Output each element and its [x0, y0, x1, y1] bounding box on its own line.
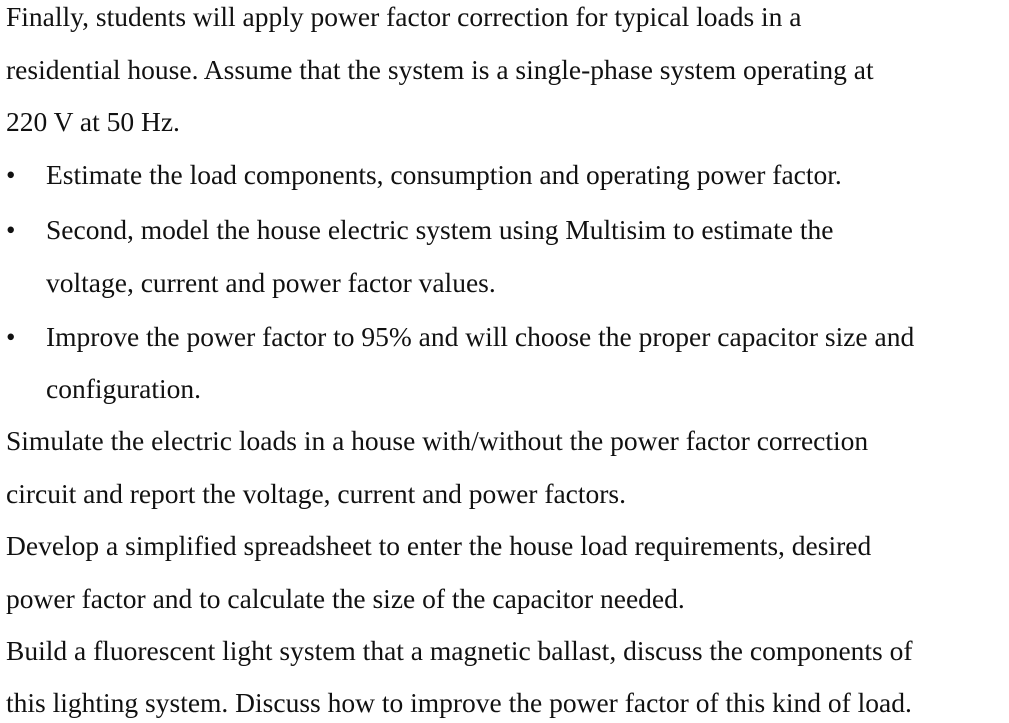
- paragraph-line: Simulate the electric loads in a house with/without the power factor correction: [6, 425, 869, 456]
- bullet-item-line: voltage, current and power factor values.: [46, 267, 496, 298]
- paragraph-line: this lighting system. Discuss how to improve the power factor of this kind of load.: [6, 687, 912, 718]
- bullet-marker: •: [6, 160, 16, 190]
- paragraph-line: Build a fluorescent light system that a magnetic ballast, discuss the components of: [6, 635, 913, 666]
- bullet-item-line: Estimate the load components, consumption and operating power factor.: [46, 159, 842, 190]
- bullet-item-line: Second, model the house electric system using Multisim to estimate the: [46, 214, 834, 245]
- bullet-item-line: Improve the power factor to 95% and will choose the proper capacitor size and: [46, 321, 915, 352]
- intro-line: Finally, students will apply power factor correction for typical loads in a: [6, 1, 802, 32]
- paragraph-line: circuit and report the voltage, current and power factors.: [6, 478, 627, 509]
- intro-line: residential house. Assume that the system is a single-phase system operating at: [6, 54, 874, 85]
- paragraph-line: power factor and to calculate the size of the capacitor needed.: [6, 583, 685, 614]
- paragraph-line: Develop a simplified spreadsheet to enter the house load requirements, desired: [6, 530, 872, 561]
- bullet-marker: •: [6, 322, 16, 352]
- intro-line: 220 V at 50 Hz.: [6, 106, 180, 137]
- bullet-marker: •: [6, 215, 16, 245]
- bullet-item-line: configuration.: [46, 373, 202, 404]
